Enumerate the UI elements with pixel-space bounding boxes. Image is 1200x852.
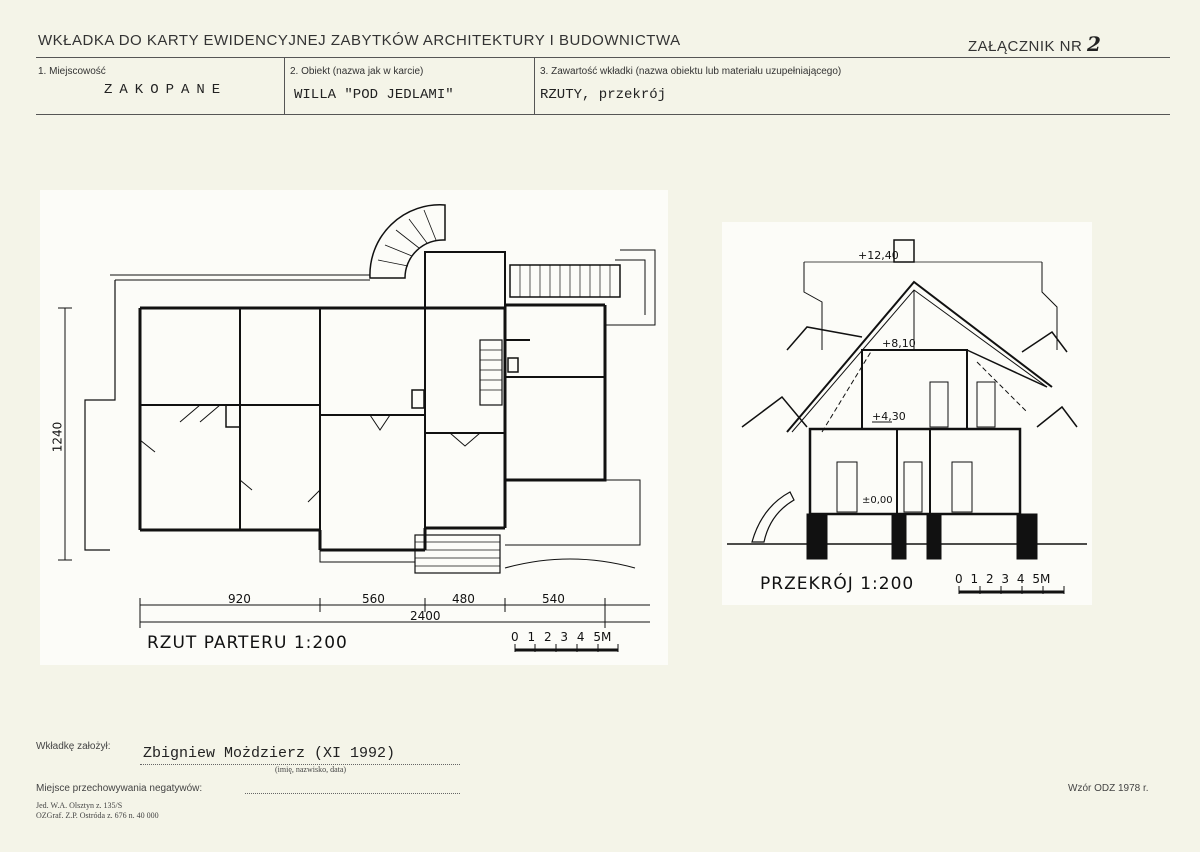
field-divider-1: [284, 57, 285, 114]
plan-dim-1: 920: [228, 592, 251, 606]
form-title: WKŁADKA DO KARTY EWIDENCYJNEJ ZABYTKÓW ARCHITEKTURY I BUDOWNICTWA: [38, 32, 681, 49]
roof-outline: [787, 282, 1052, 432]
floor-plan-drawing: [40, 190, 668, 665]
annex-label: ZAŁĄCZNIK NR: [968, 38, 1083, 55]
field-divider-2: [534, 57, 535, 114]
level-upper: +8,10: [882, 337, 916, 350]
rear-stair: [510, 265, 620, 297]
content-value: RZUTY, przekrój: [540, 87, 667, 103]
storage-label: Miejsce przechowywania negatywów:: [36, 783, 203, 794]
locality-value: ZAKOPANE: [104, 82, 228, 98]
section-caption: PRZEKRÓJ 1:200: [760, 574, 915, 594]
plan-dim-2: 560: [362, 592, 385, 606]
floor-plan-plate: [40, 190, 668, 665]
header-rule-top: [36, 57, 1170, 58]
object-value: WILLA "POD JEDLAMI": [294, 87, 454, 103]
form-model: Wzór ODZ 1978 r.: [1068, 783, 1149, 794]
annex-label-group: [968, 32, 1101, 56]
annex-number: 2: [1087, 32, 1102, 56]
level-ground: ±0,00: [862, 495, 893, 506]
section-scale-labels: 0 1 2 3 4 5M: [955, 572, 1051, 586]
locality-label: 1. Miejscowość: [38, 66, 106, 77]
created-value: Zbigniew Możdzierz (XI 1992): [143, 745, 396, 762]
plan-dim-depth: 1240: [50, 421, 65, 453]
level-roof: +12,40: [858, 249, 899, 262]
terrace-outline: [85, 280, 115, 550]
ground-floor-section: [810, 429, 1020, 514]
section-drawing: [722, 222, 1092, 605]
plan-dim-total: 2400: [410, 609, 441, 623]
created-sublabel: (imię, nazwisko, data): [275, 765, 347, 774]
content-label: 3. Zawartość wkładki (nazwa obiektu lub materiału uzupełniającego): [540, 66, 842, 77]
print-line-2: OZGraf. Z.P. Ostróda z. 676 n. 40 000: [36, 811, 159, 820]
section-plate: [722, 222, 1092, 605]
level-first: +4,30: [872, 410, 906, 423]
created-label: Wkładkę założył:: [36, 741, 111, 752]
front-steps: [415, 535, 500, 573]
storage-dotted-line: [245, 793, 460, 794]
object-label: 2. Obiekt (nazwa jak w karcie): [290, 66, 424, 77]
print-line-1: Jed. W.A. Olsztyn z. 135/S: [36, 801, 123, 810]
plan-dim-3: 480: [452, 592, 475, 606]
plan-scale-labels: 0 1 2 3 4 5M: [511, 630, 612, 644]
outer-wall: [140, 305, 605, 480]
plan-dim-4: 540: [542, 592, 565, 606]
plan-caption: RZUT PARTERU 1:200: [147, 633, 348, 653]
spiral-stair: [370, 205, 445, 278]
header-rule-bottom: [36, 114, 1170, 115]
